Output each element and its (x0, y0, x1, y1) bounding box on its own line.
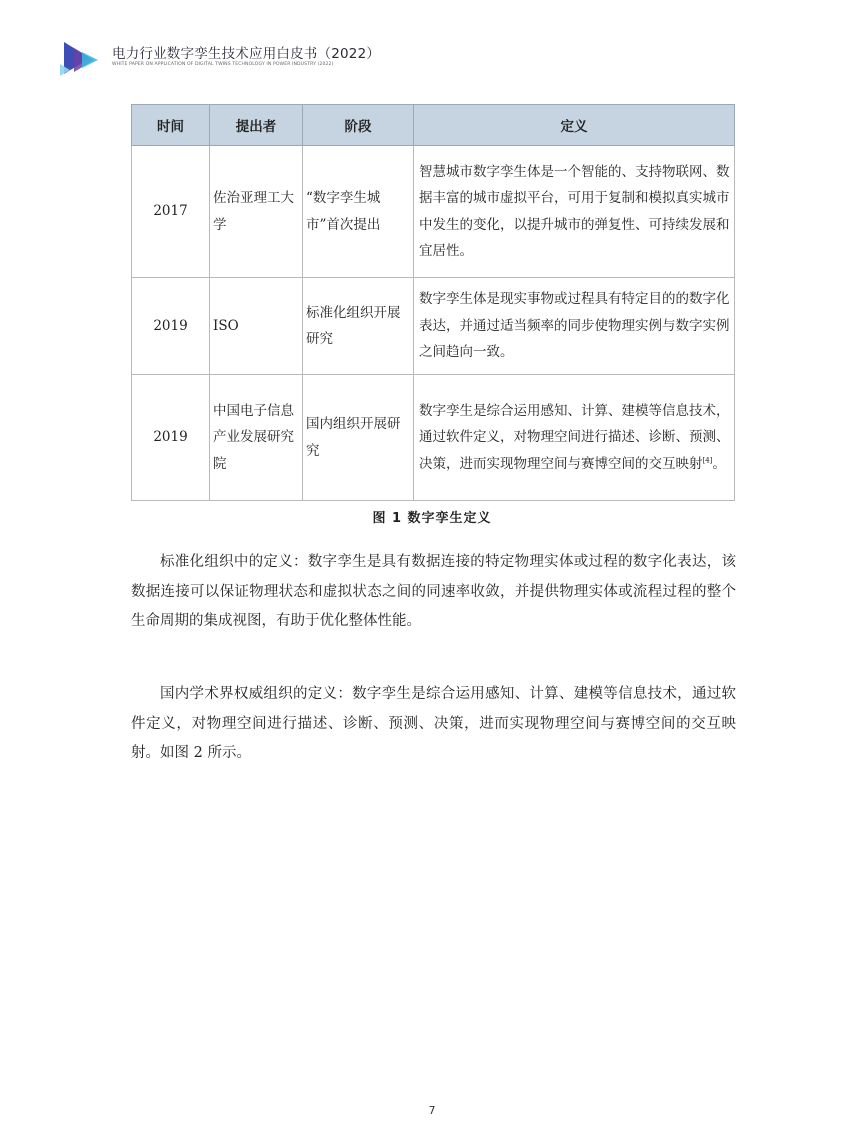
page-number: 7 (428, 1104, 436, 1117)
cell-stage: 国内组织开展研究 (303, 375, 414, 501)
cell-stage: 标准化组织开展研究 (303, 278, 414, 375)
definition-tail: 。 (712, 455, 726, 472)
column-header-time: 时间 (132, 105, 210, 146)
paragraph-domestic-definition: 国内学术界权威组织的定义：数字孪生是综合运用感知、计算、建模等信息技术，通过软件定义，对物理空间进行描述、诊断、预测、决策，进而实现物理空间与赛博空间的交互映射。如图 2 所示。 (131, 686, 736, 761)
header-title: 电力行业数字孪生技术应用白皮书（2022） (112, 46, 381, 62)
reference-marker: [4] (702, 456, 713, 465)
cell-year: 2019 (132, 375, 210, 501)
figure-caption: 图 1 数字孪生定义 (372, 511, 492, 526)
cell-proposer: 中国电子信息产业发展研究院 (210, 375, 303, 501)
paragraph-standard-definition: 标准化组织中的定义：数字孪生是具有数据连接的特定物理实体或过程的数字化表达，该数据连接可以保证物理状态和虚拟状态之间的同速率收敛，并提供物理实体或流程过程的整个生命周期的集成视图，有助于优化整体性能。 (131, 554, 736, 629)
table-row (132, 375, 735, 501)
definition-text: 数字孪生是综合运用感知、计算、建模等信息技术，通过软件定义，对物理空间进行描述、诊断、预测、决策，进而实现物理空间与赛博空间的交互映射 (419, 402, 730, 472)
cell-stage: “数字孪生城市”首次提出 (303, 146, 414, 278)
definition-table (131, 104, 735, 501)
header-subtitle: WHITE PAPER ON APPLICATION OF DIGITAL TWINS TECHNOLOGY IN POWER INDUSTRY (2022) (112, 62, 334, 67)
cell-year: 2017 (132, 146, 210, 278)
column-header-proposer: 提出者 (210, 105, 303, 146)
cell-definition: 数字孪生体是现实事物或过程具有特定目的的数字化表达，并通过适当频率的同步使物理实例与数字实例之间趋向一致。 (414, 278, 735, 375)
table-row (132, 146, 735, 278)
cell-proposer: ISO (210, 278, 303, 375)
page-header (60, 38, 480, 78)
cell-definition: 智慧城市数字孪生体是一个智能的、支持物联网、数据丰富的城市虚拟平台，可用于复制和模拟真实城市中发生的变化，以提升城市的弹复性、可持续发展和宜居性。 (414, 146, 735, 278)
cell-proposer: 佐治亚理工大学 (210, 146, 303, 278)
cell-year: 2019 (132, 278, 210, 375)
table-header-row (132, 105, 735, 146)
table-row (132, 278, 735, 375)
play-triangles-logo-icon (60, 38, 104, 78)
cell-definition (414, 375, 735, 501)
column-header-stage: 阶段 (303, 105, 414, 146)
column-header-definition: 定义 (414, 105, 735, 146)
